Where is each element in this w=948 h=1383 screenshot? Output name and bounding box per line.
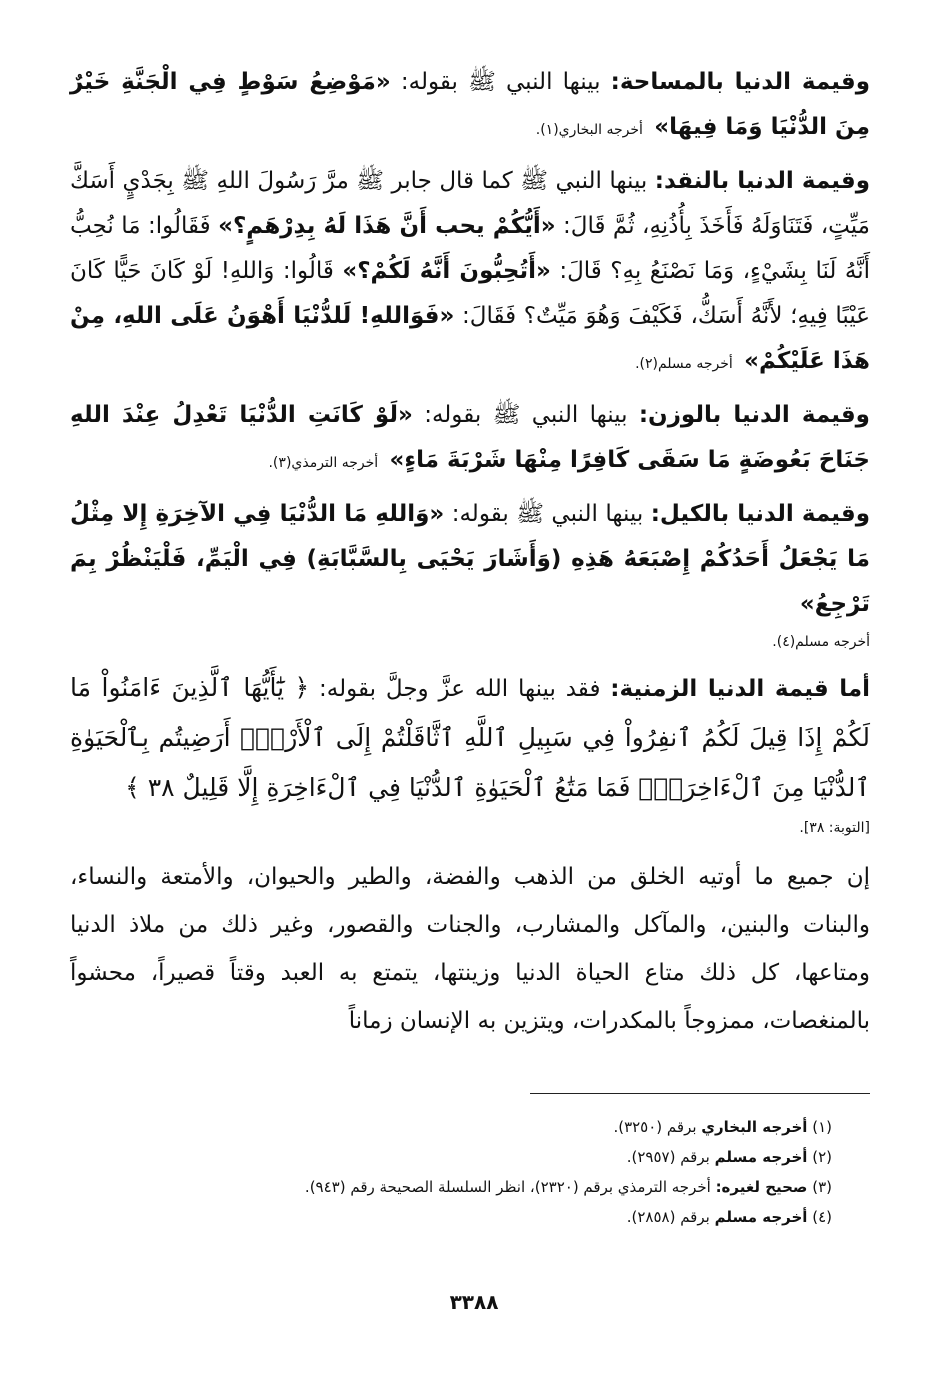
footnote-number: (١) xyxy=(812,1118,832,1136)
hadith-reference: أخرجه الترمذي(٣). xyxy=(268,455,379,471)
paragraph-weight xyxy=(70,393,870,486)
paragraph-intro: بينها النبي ﷺ بقوله: xyxy=(390,69,611,95)
paragraph-time xyxy=(70,663,870,813)
footnote-text: أخرجه الترمذي برقم (٢٣٢٠)، انظر السلسلة الصحيحة رقم (٩٤٣). xyxy=(304,1178,716,1196)
hadith-quote: «وَاللهِ مَا الدُّنْيَا فِي الآخِرَةِ إِلا مِثْلُ مَا يَجْعَلُ أَحَدُكُمْ إِصْبَعَهُ هَذِهِ (وَأَشَارَ يَحْيَى بِالسَّبَّابَةِ) فِي الْيَمِّ، فَلْيَنْظُرْ بِمَ تَرْجِعُ» xyxy=(70,501,870,617)
footnote-source: أخرجه مسلم xyxy=(714,1208,808,1226)
paragraph-intro: فقد بينها الله عزَّ وجلَّ بقوله: xyxy=(309,676,611,702)
section-heading: وقيمة الدنيا بالكيل: xyxy=(650,501,870,527)
footnote-text: برقم (٣٢٥٠). xyxy=(613,1118,702,1136)
quran-verse: ﴿ يَٰٓأَيُّهَا ٱلَّذِينَ ءَامَنُواْ مَا لَكُمْ إِذَا قِيلَ لَكُمُ ٱنفِرُواْ فِي سَبِيلِ ٱللَّهِ ٱثَّاقَلْتُمْ إِلَى ٱلْأَرْضِۚ أَرَضِيتُم بِٱلْحَيَوٰةِ ٱلدُّنْيَا مِنَ ٱلْءَاخِرَةِۚ فَمَا مَتَٰعُ ٱلْحَيَوٰةِ ٱلدُّنْيَا فِي ٱلْءَاخِرَةِ إِلَّا قَلِيلٌ ٣٨ ﴾ xyxy=(70,673,870,802)
footnote-source: أخرجه البخاري xyxy=(701,1118,808,1136)
footnote xyxy=(300,1142,832,1172)
body-paragraph: إن جميع ما أوتيه الخلق من الذهب والفضة، والطير والحيوان، والأمتعة والنساء، والبنات والبنين، والمآكل والمشارب، والجنات والقصور، وغير ذلك من ملاذ الدنيا ومتاعها، كل ذلك متاع الحياة الدنيا وزينتها، يتمتع به العبد وقتاً قصيراً، محشواً بالمنغصات، ممزوجاً بالمكدرات، ويتزين به الإنسان زماناً xyxy=(70,864,870,1034)
footnote-source: أخرجه مسلم xyxy=(714,1148,808,1166)
section-heading: وقيمة الدنيا بالوزن: xyxy=(638,402,870,428)
footnote-number: (٢) xyxy=(812,1148,832,1166)
footnote-text: برقم (٢٩٥٧). xyxy=(626,1148,715,1166)
page-content xyxy=(70,60,870,1045)
hadith-quote: «فَوَاللهِ! لَلدُّنْيَا أَهْوَنُ عَلَى اللهِ، مِنْ هَذَا عَلَيْكُمْ» xyxy=(70,303,870,374)
footnotes xyxy=(300,1112,832,1232)
paragraph-text: قَالُوا: وَاللهِ! لَوْ كَانَ حَيًّا كَانَ عَيْبًا فِيهِ؛ لأَنَّهُ أَسَكُّ، فَكَيْفَ وَهُوَ مَيِّتٌ؟ فَقَالَ: xyxy=(70,258,870,329)
hadith-quote: «أَيُّكُمْ يحب أَنَّ هَذَا لَهُ بِدِرْهَمٍ؟» xyxy=(218,213,556,239)
paragraph-measure xyxy=(70,492,870,627)
footnote xyxy=(300,1112,832,1142)
section-heading: وقيمة الدنيا بالنقد: xyxy=(654,168,870,194)
footnote xyxy=(300,1172,832,1202)
paragraph-area xyxy=(70,60,870,153)
footnote-divider xyxy=(530,1093,870,1094)
hadith-quote: «مَوْضِعُ سَوْطٍ فِي الْجَنَّةِ خَيْرٌ مِنَ الدُّنْيَا وَمَا فِيهَا» xyxy=(70,69,870,140)
paragraph-intro: بينها النبي ﷺ بقوله: xyxy=(444,501,651,527)
verse-reference: [التوبة: ٣٨]. xyxy=(799,820,870,836)
footnote-number: (٤) xyxy=(812,1208,832,1226)
paragraph-intro: بينها النبي ﷺ كما قال جابر ﷺ مرَّ رَسُولَ اللهِ ﷺ بِجَدْيٍ أَسَكَّ مَيِّتٍ، فَتَنَاوَلَهُ فَأَخَذَ بِأُذُنِهِ، ثُمَّ قَالَ: xyxy=(70,168,871,239)
footnote xyxy=(300,1202,832,1232)
section-heading: أما قيمة الدنيا الزمنية: xyxy=(610,676,870,702)
paragraph-intro: بينها النبي ﷺ بقوله: xyxy=(412,402,639,428)
hadith-reference: أخرجه مسلم(٤). xyxy=(772,634,870,650)
paragraph-money xyxy=(70,159,870,387)
paragraph-text: فَقَالُوا: مَا نُحِبُّ أَنَّهُ لَنَا بِشَيْءٍ، وَمَا نَصْنَعُ بِهِ؟ قَالَ: xyxy=(70,213,871,284)
footnote-source: صحيح لغيره: xyxy=(715,1178,808,1196)
hadith-quote: «أَتُحِبُّونَ أَنَّهُ لَكُمْ؟» xyxy=(342,258,551,284)
hadith-reference: أخرجه مسلم(٢). xyxy=(635,356,733,372)
section-heading: وقيمة الدنيا بالمساحة: xyxy=(610,69,870,95)
page-number: ٣٣٨٨ xyxy=(449,1290,499,1314)
footnote-number: (٣) xyxy=(812,1178,832,1196)
footnote-text: برقم (٢٨٥٨). xyxy=(626,1208,715,1226)
hadith-quote: «لَوْ كَانَتِ الدُّنْيَا تَعْدِلُ عِنْدَ اللهِ جَنَاحَ بَعُوضَةٍ مَا سَقَى كَافِرًا مِنْهَا شَرْبَةَ مَاءٍ» xyxy=(70,402,870,473)
hadith-reference: أخرجه البخاري(١). xyxy=(535,122,643,138)
